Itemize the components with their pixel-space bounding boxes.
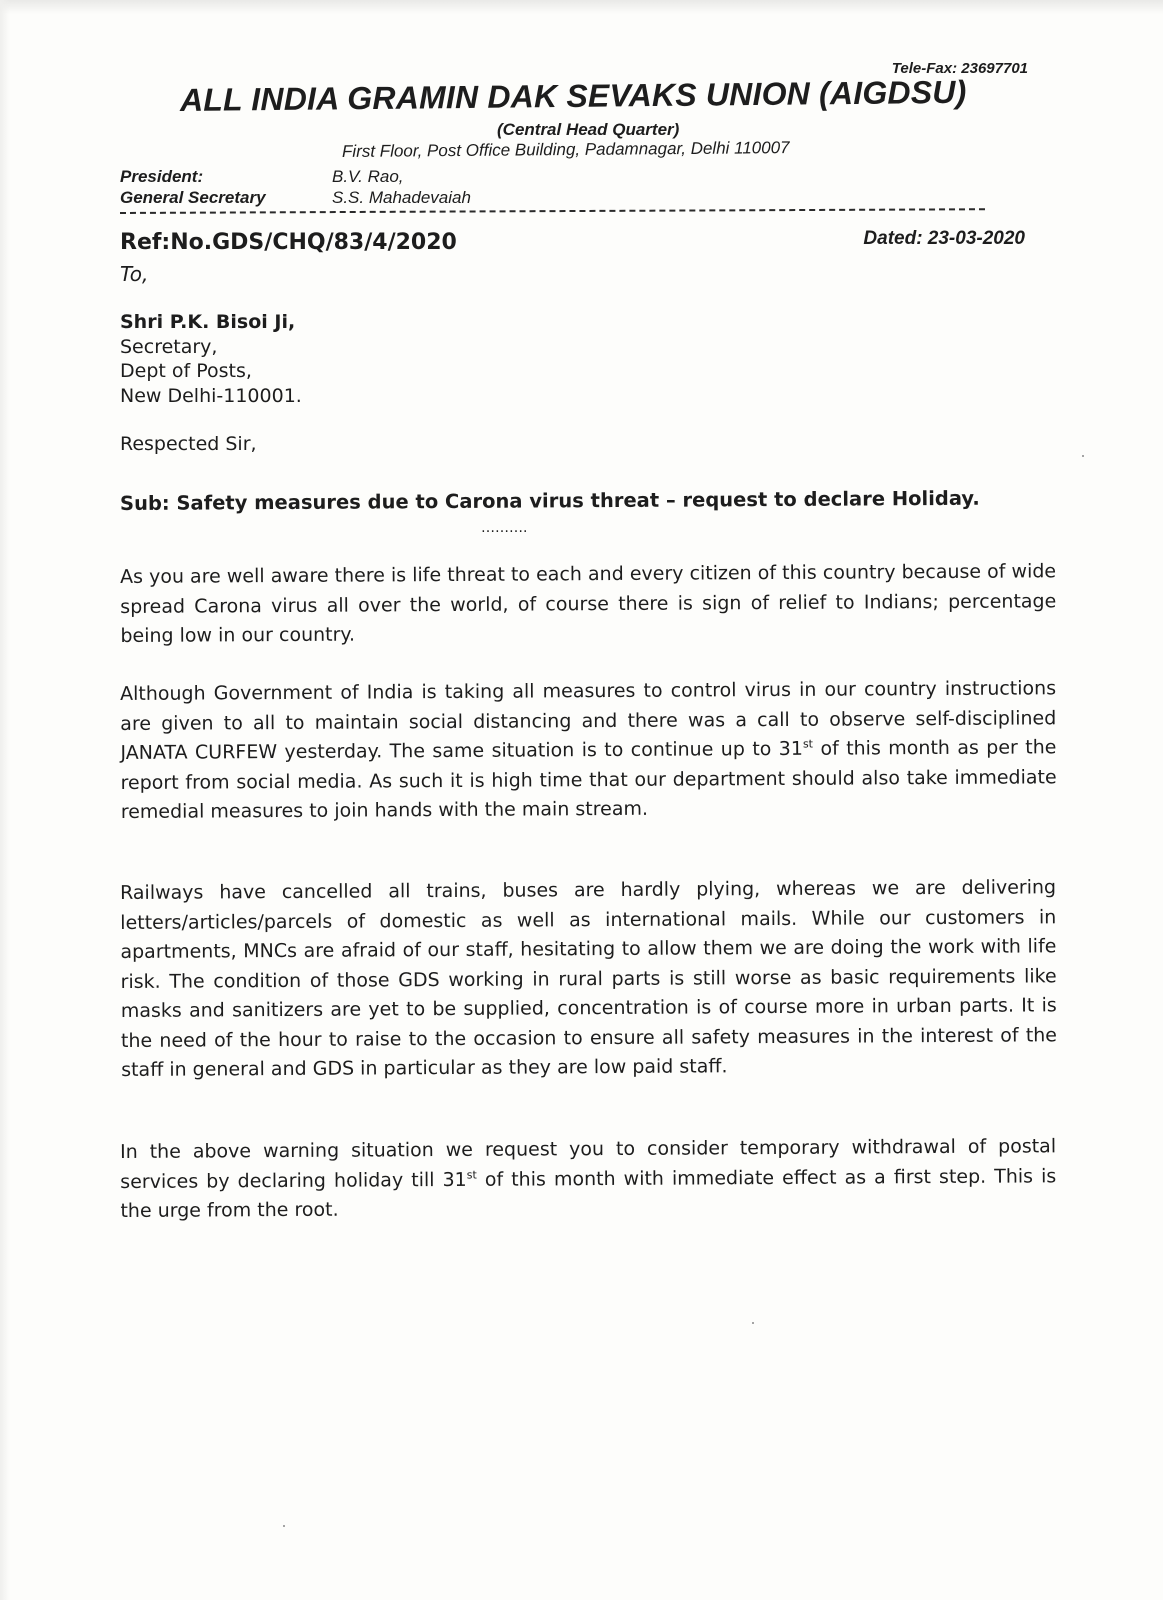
telefax-number: Tele-Fax: 23697701 <box>891 60 1028 77</box>
office-bearers <box>120 166 471 208</box>
recipient-city: New Delhi-110001. <box>120 384 302 407</box>
recipient-address <box>120 310 302 408</box>
subject-line: Sub: Safety measures due to Carona virus threat – request to declare Holiday. <box>119 486 980 515</box>
recipient-department: Dept of Posts, <box>120 360 252 382</box>
body-paragraph-2 <box>120 674 1057 827</box>
office-address: First Floor, Post Office Building, Padamnagar, Delhi 110007 <box>341 138 790 161</box>
paragraph-text: Although Government of India is taking all measures to control virus in our country instructions are given to all to maintain social distancing and there was a call to observe self-disciplined JANATA CURFEW yesterday. The same situation is to continue up to 31 <box>120 677 1057 764</box>
body-paragraph-1: As you are well aware there is life threat to each and every citizen of this country because of wide spread Carona virus all over the world, of course there is sign of relief to Indians; percentage being low in our country. <box>120 560 1057 647</box>
organization-title: ALL INDIA GRAMIN DAK SEVAKS UNION (AIGDSU) <box>179 73 967 118</box>
office-bearer-role: General Secretary <box>120 188 266 207</box>
paragraph-text: of this month as per the report from social media. As such it is high time that our department should also take immediate remedial measures to join hands with the main stream. <box>120 736 1057 823</box>
body-paragraph-4 <box>120 1132 1057 1226</box>
paragraph-text: of this month with immediate effect as a first step. This is the urge from the root. <box>120 1164 1057 1222</box>
reference-number: Ref:No.GDS/CHQ/83/4/2020 <box>120 230 457 255</box>
office-bearer-name: S.S. Mahadevaiah <box>332 188 471 207</box>
salutation: Respected Sir, <box>120 433 257 455</box>
office-bearer-president <box>120 166 471 187</box>
office-bearer-general-secretary <box>120 187 471 208</box>
scan-speck <box>283 1525 285 1527</box>
subject-dots: ………. <box>481 520 528 536</box>
ordinal-suffix: st <box>466 1167 477 1182</box>
paragraph-text: In the above warning situation we request you to consider temporary withdrawal of postal services by declaring holiday till 31 <box>120 1135 1057 1193</box>
recipient-name: Shri P.K. Bisoi Ji, <box>120 311 296 333</box>
scan-edge-left <box>0 0 10 1600</box>
to-label: To, <box>120 262 149 286</box>
scan-edge-top <box>0 0 1163 14</box>
office-bearer-role: President: <box>120 167 204 186</box>
office-bearer-name: B.V. Rao, <box>332 167 404 186</box>
central-hq-label: (Central Head Quarter) <box>497 120 680 139</box>
letter-date: Dated: 23-03-2020 <box>863 228 1025 249</box>
recipient-designation: Secretary, <box>120 335 218 358</box>
ordinal-suffix: st <box>802 737 814 751</box>
scan-speck <box>1082 455 1084 457</box>
body-paragraph-3: Railways have cancelled all trains, buses are hardly plying, whereas we are delivering letters/articles/parcels of domestic as well as international mails. While our customers in apartments, MNCs are afraid of our staff, hesitating to allow them we are doing the work with life risk. The condition of those GDS working in rural parts is still worse as basic requirements like masks and sanitizers are yet to be supplied, concentration is of course more in urban parts. It is the need of the hour to raise to the occasion to ensure all safety measures in the interest of the staff in general and GDS in particular as they are low paid staff. <box>120 876 1058 1081</box>
letterhead-divider <box>120 208 985 214</box>
scan-speck <box>752 1322 754 1324</box>
